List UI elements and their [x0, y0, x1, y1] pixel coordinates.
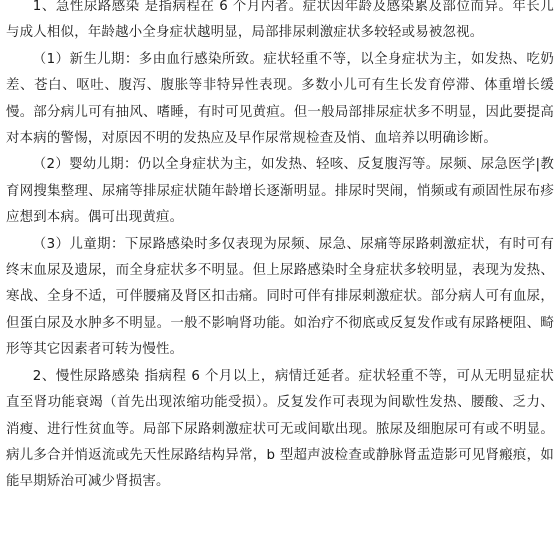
paragraph-neonatal-period: （1）新生儿期：多由血行感染所致。症状轻重不等，以全身症状为主，如发热、吃奶差、苍白、呕吐、腹泻、腹胀等非特异性表现。多数小儿可有生长发育停滞、体重增长缓慢。部分病儿可有抽风、嗜睡，有时可见黄疸。但一般局部排尿症状多不明显，因此要提高对本病的警惕，对原因不明的发热应及早作尿常规检查及悄、血培养以明确诊断。: [6, 51, 554, 147]
paragraph-acute-uti: 1、急性尿路感染 是指病程在 6 个月内者。症状因年龄及感染累及部位而异。年长儿与成人相似，年龄越小全身症状越明显，局部排尿刺激症状多较轻或易被忽视。: [6, 0, 554, 41]
paragraph-childhood-period: （3）儿童期：下尿路感染时多仅表现为尿频、尿急、尿痛等尿路刺激症状，有时可有终末血尿及遗尿，而全身症状多不明显。但上尿路感染时全身症状多较明显，表现为发热、寒战、全身不适，可伴腰痛及肾区扣击痛。同时可伴有排尿刺激症状。部分病人可有血尿，但蛋白尿及水肿多不明显。一般不影响肾功能。如治疗不彻底或反复发作或有尿路梗阻、畸形等其它因素者可转为慢性。: [6, 236, 554, 358]
paragraph-infant-period: （2）婴幼儿期：仍以全身症状为主，如发热、轻咳、反复腹泻等。尿频、尿急医学|教育网搜集整理、尿痛等排尿症状随年龄增长逐渐明显。排尿时哭闹，悄频或有顽固性尿布疹应想到本病。偶可出现黄疸。: [6, 157, 554, 226]
paragraph-chronic-uti: 2、慢性尿路感染 指病程 6 个月以上，病情迁延者。症状轻重不等，可从无明显症状直至肾功能衰竭（首先出现浓缩功能受损）。反复发作可表现为间歇性发热、腰酸、乏力、消瘦、进行性贫血等。局部下尿路刺激症状可无或间歇出现。脓尿及细胞尿可有或不明显。病儿多合并悄返流或先天性尿路结构异常，b 型超声波检查或静脉肾盂造影可见肾瘢痕，如能早期矫治可减少肾损害。: [6, 368, 554, 490]
